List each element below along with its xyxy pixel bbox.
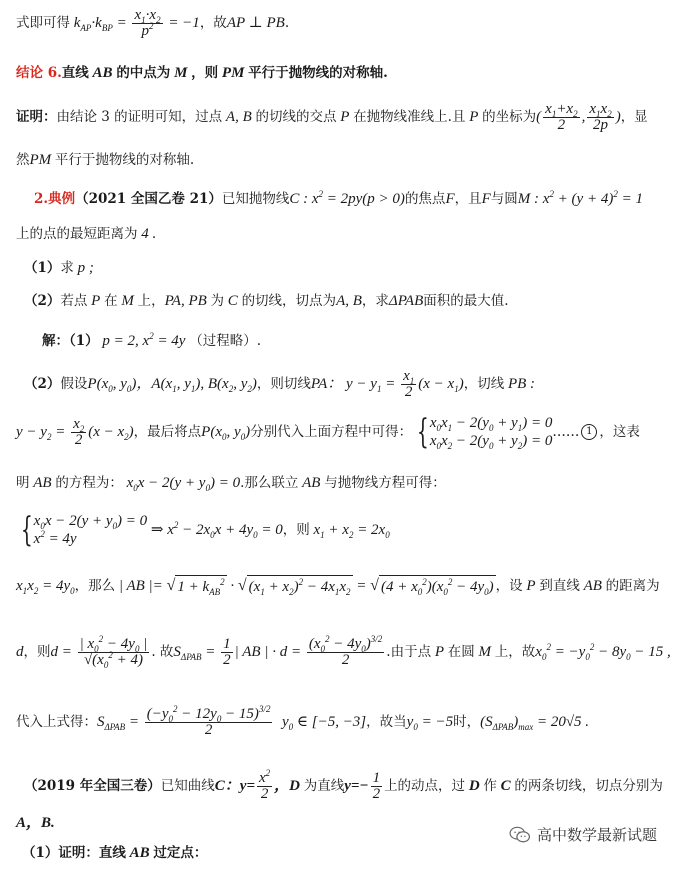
- text: 在抛物线准线上.且: [353, 109, 466, 125]
- math: P: [336, 109, 354, 125]
- text: 代入上式得：: [16, 714, 97, 730]
- text: 为直线: [303, 778, 345, 794]
- text: 求: [60, 260, 74, 276]
- math: M: [170, 65, 192, 81]
- math: PA, PB: [164, 293, 211, 309]
- text: 作: [483, 778, 497, 794]
- math: PB :: [504, 376, 536, 392]
- text: 直线: [61, 65, 89, 81]
- math: F: [481, 191, 491, 207]
- math: AB: [298, 475, 325, 491]
- math: d: [16, 644, 24, 660]
- math: M : $x^2 + (y + 4)^2 = 1$: [517, 189, 643, 207]
- math: D: [465, 778, 484, 794]
- proof-line-2: [16, 149, 661, 171]
- fraction: $\frac{x^2}{2}$: [259, 767, 271, 802]
- conclusion-6: [16, 62, 661, 84]
- proof-label: 证明：: [16, 109, 57, 125]
- solution-2d: [16, 508, 661, 552]
- math: P: [522, 578, 540, 594]
- math: M: [474, 644, 495, 660]
- formula-line-1: [16, 6, 661, 40]
- text: 的切线，切点为: [241, 293, 337, 309]
- math: p ;: [73, 260, 94, 276]
- text: 上的动点，过: [384, 778, 466, 794]
- fraction: $\frac{x_1+x_2}{2}$: [545, 100, 578, 133]
- text: 明: [16, 475, 30, 491]
- solution-label: （2）: [24, 376, 61, 392]
- math: ，D: [274, 778, 304, 794]
- fraction: $\frac{(x_0^2 - 4y_0)^{3/2}}{2}$: [308, 633, 383, 668]
- solution-2b: [16, 410, 661, 454]
- sqrt: √ $(4 + x_0^2)(x_0^2 - 4y_0)$: [370, 576, 494, 597]
- text: 已知抛物线: [221, 191, 290, 207]
- text: ，显: [620, 109, 648, 125]
- text: ，故当: [366, 714, 407, 730]
- text: 由结论 3 的证明可知，过点: [56, 109, 223, 125]
- text: （过程略）.: [189, 333, 262, 349]
- math: $y - y_2$ =: [16, 424, 70, 442]
- math: y=−: [344, 778, 369, 794]
- solution-label: 解：（1）: [42, 333, 99, 349]
- math: ·: [226, 578, 238, 594]
- math: F: [445, 191, 455, 207]
- math: $x_0x - 2(y + y_0) = 0$: [122, 475, 241, 493]
- text: .那么联立: [240, 475, 299, 491]
- text: 在: [104, 293, 118, 309]
- watermark: [509, 824, 657, 845]
- example-line-2: [16, 223, 661, 245]
- math: C: [496, 778, 515, 794]
- math: p = 2, $x^2 = 4y$: [98, 331, 190, 349]
- text: 然: [16, 152, 30, 168]
- text: ，求: [361, 293, 389, 309]
- fraction: $\frac{1}{2}$: [372, 769, 381, 802]
- math: $y_0$ ∈ [−5, −3]: [274, 714, 367, 732]
- math: $y_0 = -5$: [406, 714, 454, 732]
- text: 在圆: [447, 644, 475, 660]
- text: 证明：直线: [58, 845, 126, 861]
- text: 上，故: [494, 644, 536, 660]
- text: ，这表: [599, 424, 640, 440]
- text: 的中点为: [116, 65, 171, 81]
- fraction: $\frac{| x_0^2 - 4y_0 |}{√(x_0^2 + 4)}$: [79, 633, 148, 670]
- sqrt: √ $1 + k_{AB}^2$: [166, 576, 225, 597]
- math: AB: [579, 578, 606, 594]
- math: M: [117, 293, 138, 309]
- fraction: $\frac{1}{2}$: [223, 635, 231, 668]
- text: 分别代入上面方程中可得：: [250, 424, 413, 440]
- wechat-icon: [509, 826, 531, 844]
- text: 为: [210, 293, 225, 309]
- math: =: [352, 578, 371, 594]
- conclusion-label: 结论 6.: [16, 65, 62, 81]
- math: A, B: [336, 293, 362, 309]
- math: P: [431, 644, 448, 660]
- math: P: [87, 293, 105, 309]
- fraction: $\frac{x_1\cdot x_2}{p^2}$: [134, 6, 161, 39]
- proof-line: [16, 100, 661, 134]
- math: ⇒ $x^2 - 2x_0x + 4y_0 = 0$: [147, 520, 283, 540]
- math: $P(x_0$, $y_0$)，$A(x_1$, $y_1$), $B(x_2$, $y_2$): [87, 376, 257, 394]
- equation-system: { $x_0x - 2(y + y_0) = 0$ $x^2 = 4y$: [20, 510, 148, 550]
- text: 与圆: [490, 191, 518, 207]
- watermark-text: 高中数学最新试题: [536, 826, 657, 844]
- text: . 故: [151, 644, 174, 660]
- math: | AB | · d =: [234, 644, 305, 660]
- math: C：y=: [214, 778, 255, 794]
- solution-2f: [16, 627, 671, 677]
- problem-2019-b: A，B.: [16, 815, 55, 831]
- math: PA： $y - y_1$ =: [310, 376, 400, 394]
- question-2: [24, 290, 661, 312]
- fraction: $\frac{x_1}{2}$: [403, 367, 415, 400]
- math: C: [224, 293, 242, 309]
- circled-number: 1: [581, 424, 597, 440]
- fraction: $\frac{x_1x_2}{2p}$: [589, 100, 612, 133]
- math: $(S_{\Delta PAB})_{max} = 20√5$ .: [480, 714, 590, 732]
- math: ΔPAB: [388, 293, 424, 309]
- math: = −1: [164, 15, 200, 31]
- text: 假设: [60, 376, 88, 392]
- example-line: [34, 188, 661, 210]
- math: (: [536, 109, 542, 125]
- sqrt: √ $(x_1 + x_2)^2 - 4x_1x_2$: [237, 576, 351, 597]
- text: .由于点: [386, 644, 432, 660]
- text: 若点: [60, 293, 88, 309]
- question-label: （1）: [24, 260, 61, 276]
- source: （2021 全国乙卷 21）: [75, 191, 222, 207]
- text: ，则: [282, 522, 310, 538]
- solution-2: [24, 367, 661, 401]
- math: $(x - x_2)$: [88, 424, 134, 442]
- text: 的两条切线，切点分别为: [514, 778, 663, 794]
- math: $P(x_0$, $y_0$): [201, 424, 251, 442]
- text: 已知曲线: [160, 778, 215, 794]
- solution-2e: [16, 571, 661, 601]
- text: 面积的最大值.: [423, 293, 509, 309]
- math: AB: [88, 65, 117, 81]
- text: ，则: [191, 65, 219, 81]
- math: PM: [218, 65, 249, 81]
- text: ，切线: [463, 376, 505, 392]
- text: ，最后将点: [133, 424, 202, 440]
- text: 的距离为: [605, 578, 660, 594]
- text: 式即可得: [16, 15, 70, 31]
- text: 的方程为：: [55, 475, 123, 491]
- text: ……: [552, 424, 580, 440]
- fraction: $\frac{x_2}{2}$: [73, 415, 85, 448]
- fraction: $\frac{(-y_0^2 - 12y_0 - 15)^{3/2}}{2}$: [146, 703, 271, 738]
- math: d =: [50, 644, 76, 660]
- text: 上的点的最短距离为: [16, 226, 138, 242]
- text: 平行于抛物线的对称轴.: [54, 152, 195, 168]
- text: .: [284, 15, 290, 31]
- solution-1: [42, 330, 661, 352]
- text: ，则切线: [256, 376, 311, 392]
- math: $S_{\Delta PAB}$ =: [173, 644, 220, 662]
- math: $S_{\Delta PAB}$ =: [97, 714, 143, 732]
- example-label: 2.典例: [34, 191, 76, 207]
- text: 到直线: [539, 578, 580, 594]
- math: P: [465, 109, 483, 125]
- text: 时，: [453, 714, 481, 730]
- question-1: [24, 257, 661, 279]
- text: ，设: [495, 578, 523, 594]
- math: AP ⊥ PB: [226, 15, 285, 31]
- math: $x_1 + x_2 = 2x_0$: [309, 522, 390, 540]
- math: AB: [29, 475, 56, 491]
- source: （2019 年全国三卷）: [24, 778, 161, 794]
- text: 与抛物线方程可得：: [324, 475, 446, 491]
- math: ): [615, 109, 621, 125]
- problem-2019: [24, 764, 661, 808]
- text: 的坐标为: [482, 109, 537, 125]
- math: $x_0^2 = -y_0^2 - 8y_0 - 15$ ,: [535, 642, 671, 662]
- text: ，则: [23, 644, 51, 660]
- math: ,: [581, 109, 586, 125]
- math: PM: [29, 152, 55, 168]
- text: ，且: [454, 191, 482, 207]
- text: 的焦点: [404, 191, 446, 207]
- text: 上，: [137, 293, 165, 309]
- math: $k_{AP}\cdot k_{BP}$ =: [70, 15, 131, 33]
- math: A, B: [222, 109, 256, 125]
- equation-system: { $x_0x_1 - 2(y_0 + y_1) = 0$ $x_0x_2 - 2(y_0 + y_2) = 0$: [417, 412, 553, 452]
- text: 过定点：: [153, 845, 208, 861]
- math: 4 .: [137, 226, 157, 242]
- problem-2019-q1: [22, 842, 661, 864]
- math: $(x - x_1)$: [418, 376, 464, 394]
- question-label: （2）: [24, 293, 61, 309]
- math: | AB |=: [115, 578, 167, 594]
- text: 的切线的交点: [255, 109, 337, 125]
- text: ，那么: [74, 578, 116, 594]
- math: $x_1x_2 = 4y_0$: [16, 578, 75, 596]
- question-label: （1）: [22, 845, 59, 861]
- solution-2g: [16, 700, 661, 744]
- text: 平行于抛物线的对称轴.: [248, 65, 388, 81]
- solution-2c: [16, 472, 661, 494]
- math: AB: [125, 845, 154, 861]
- text: ，故: [199, 15, 227, 31]
- math: C : $x^2 = 2py(p > 0)$: [289, 189, 405, 207]
